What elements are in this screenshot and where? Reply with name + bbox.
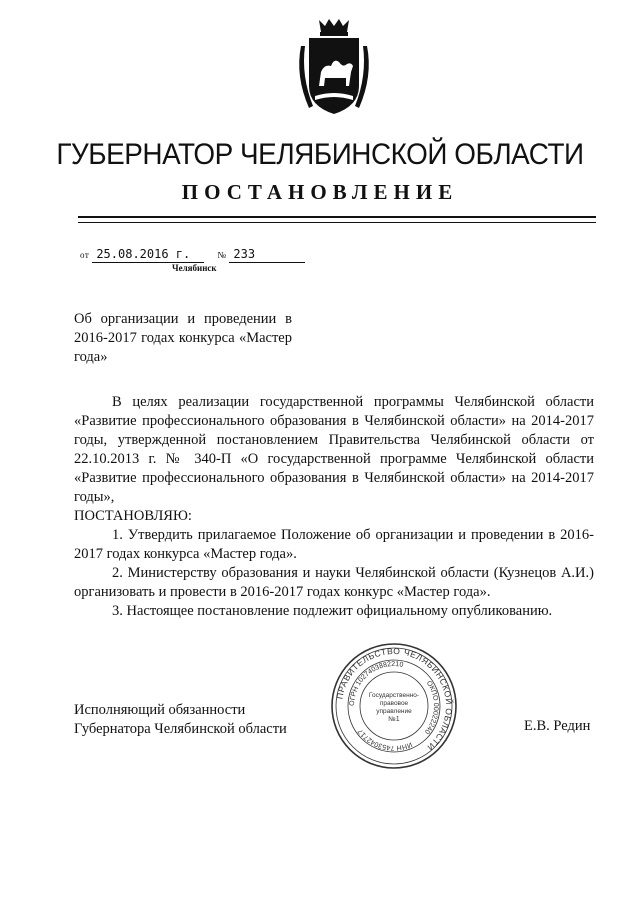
document-type: ПОСТАНОВЛЕНИЕ <box>181 180 459 204</box>
header-rule-thin <box>78 222 596 223</box>
stamp-inn: ИНН 7453042717 <box>357 727 413 752</box>
document-date: 25.08.2016 г. <box>92 247 204 263</box>
stamp-outer-text: ПРАВИТЕЛЬСТВО ЧЕЛЯБИНСКОЙ ОБЛАСТИ <box>334 645 455 753</box>
stamp-center-line-2: правовое <box>379 700 409 707</box>
document-body <box>74 393 594 621</box>
signatory-title <box>74 701 287 739</box>
header-rule-thick <box>78 216 596 218</box>
date-prefix: от <box>80 250 90 260</box>
decree-word: ПОСТАНОВЛЯЮ: <box>74 508 192 524</box>
coat-of-arms-icon <box>291 16 377 118</box>
decree-item-3: 3. Настоящее постановление подлежит официальному опубликованию. <box>112 603 553 619</box>
decree-item-2: 2. Министерству образования и науки Челябинской области (Кузнецов А.И.) организовать и провести в 2016-2017 годах конкурс «Мастер года». <box>74 565 594 600</box>
document-subject: Об организации и проведении в 2016-2017 годах конкурса «Мастер года» <box>74 311 292 365</box>
city-label: Челябинск <box>172 263 217 273</box>
svg-text:ИНН 7453042717 <box>357 727 413 751</box>
document-number: 233 <box>229 247 305 263</box>
stamp-ogrn: ОГРН 1027403882210 <box>348 660 404 707</box>
decree-item-1: 1. Утвердить прилагаемое Положение об организации и проведении в 2016-2017 годах конкурса «Мастер года». <box>74 527 594 562</box>
stamp-center-line-3: управление <box>376 708 412 715</box>
stamp-center-line-1: Государственно- <box>368 692 420 699</box>
official-stamp-icon <box>329 641 459 771</box>
issuer-title: ГУБЕРНАТОР ЧЕЛЯБИНСКОЙ ОБЛАСТИ <box>56 138 584 171</box>
preamble-paragraph: В целях реализации государственной программы Челябинской области «Развитие профессионального образования в Челябинской области» на 2014-2017 годы, утвержденной постановлением Правительства Челябинской области от 22.10.2013 г. № 340-П «О государственной программе Челябинской области «Развитие профессионального образования в Челябинской области» на 2014-2017 годы», <box>74 394 594 505</box>
number-prefix: № <box>217 250 227 260</box>
stamp-okpo: ОКПО 00022240 <box>422 679 440 735</box>
signatory-title-line-2: Губернатора Челябинской области <box>74 721 287 737</box>
signatory-title-line-1: Исполняющий обязанности <box>74 702 246 718</box>
signatory-name: Е.В. Редин <box>524 718 591 734</box>
stamp-center-line-4: №1 <box>388 716 400 723</box>
date-number-line <box>80 247 305 263</box>
